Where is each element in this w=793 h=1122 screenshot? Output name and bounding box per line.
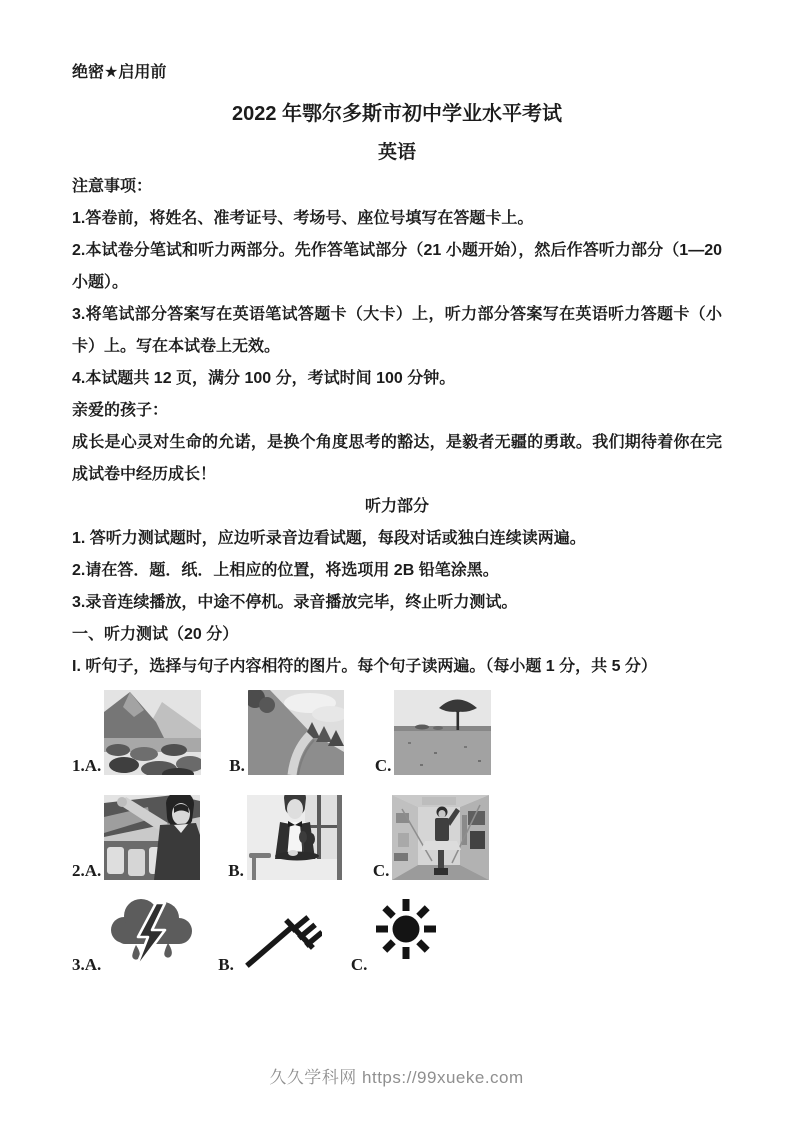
question-3-option-b — [218, 905, 322, 974]
notice-heading: 注意事项： — [72, 178, 153, 195]
section-one-heading: 一、听力测试（20 分） — [72, 626, 239, 643]
exam-title: 2022 年鄂尔多斯市初中学业水平考试 — [231, 103, 563, 125]
option-label: 3.A. — [72, 955, 102, 974]
question-2-option-b — [228, 795, 342, 880]
message-salutation: 亲爱的孩子： — [72, 402, 169, 419]
question-3-option-c — [351, 897, 439, 974]
message-body: 成长是心灵对生命的允诺，是换个角度思考的豁达，是毅者无疆的勇敢。我们期待着你在完成试卷中经历成长！ — [72, 434, 722, 483]
option-label: C. — [350, 955, 368, 974]
notice-item-1: 1.答卷前，将姓名、准考证号、考场号、座位号填写在答题卡上。 — [72, 210, 534, 227]
option-label: 1.A. — [72, 756, 102, 775]
option-label: C. — [374, 756, 392, 775]
question-2-options-row — [72, 795, 722, 880]
listening-section-heading: 听力部分 — [364, 498, 429, 515]
exam-subject: 英语 — [377, 142, 416, 163]
thunderstorm-icon — [104, 890, 198, 974]
listening-instruction-1: 1. 答听力测试题时，应边听录音边看试题，每段对话或独白连续读两遍。 — [72, 530, 586, 547]
notice-item-4: 4.本试题共 12 页，满分 100 分，考试时间 100 分钟。 — [72, 370, 456, 387]
question-1-option-b — [229, 690, 344, 775]
part-i-instructions: I. 听句子，选择与句子内容相符的图片。每个句子读两遍。（每小题 1 分，共 5 分） — [72, 658, 657, 675]
listening-instruction-2: 2.请在答．题．纸．上相应的位置，将选项用 2B 铅笔涂黑。 — [72, 562, 499, 579]
option-label: B. — [228, 861, 244, 880]
option-label: C. — [372, 861, 390, 880]
question-1-option-c — [375, 690, 492, 775]
question-3-option-a — [72, 890, 198, 974]
question-2-option-a — [72, 795, 200, 880]
question-3-options-row — [72, 890, 722, 974]
notice-item-2: 2.本试卷分笔试和听力两部分。先作答笔试部分（21 小题开始），然后作答听力部分（1—20 小题）。 — [72, 242, 722, 291]
question-1-option-a — [72, 690, 201, 775]
flight-attendant-photo — [104, 795, 200, 880]
sun-icon — [374, 897, 438, 961]
waiter-with-tray-photo — [247, 795, 342, 880]
option-label: B. — [218, 955, 234, 974]
rake-icon — [242, 905, 322, 969]
watermark: 久久学科网 https://99xueke.com — [269, 1068, 524, 1087]
listening-instruction-3: 3.录音连续播放，中途不停机。录音播放完毕，终止听力测试。 — [72, 594, 518, 611]
mountain-landscape-photo — [104, 690, 201, 775]
question-1-options-row — [72, 690, 722, 775]
hillside-path-photo — [248, 690, 344, 775]
option-label: B. — [229, 756, 245, 775]
grassland-tree-photo — [394, 690, 491, 775]
security-classification: 绝密★启用前 — [72, 64, 167, 81]
question-2-option-c — [373, 795, 490, 880]
space-station-interior-photo — [392, 795, 489, 880]
option-label: 2.A. — [72, 861, 102, 880]
notice-item-3: 3.将笔试部分答案写在英语笔试答题卡（大卡）上，听力部分答案写在英语听力答题卡（小卡）上。写在本试卷上无效。 — [72, 306, 722, 355]
